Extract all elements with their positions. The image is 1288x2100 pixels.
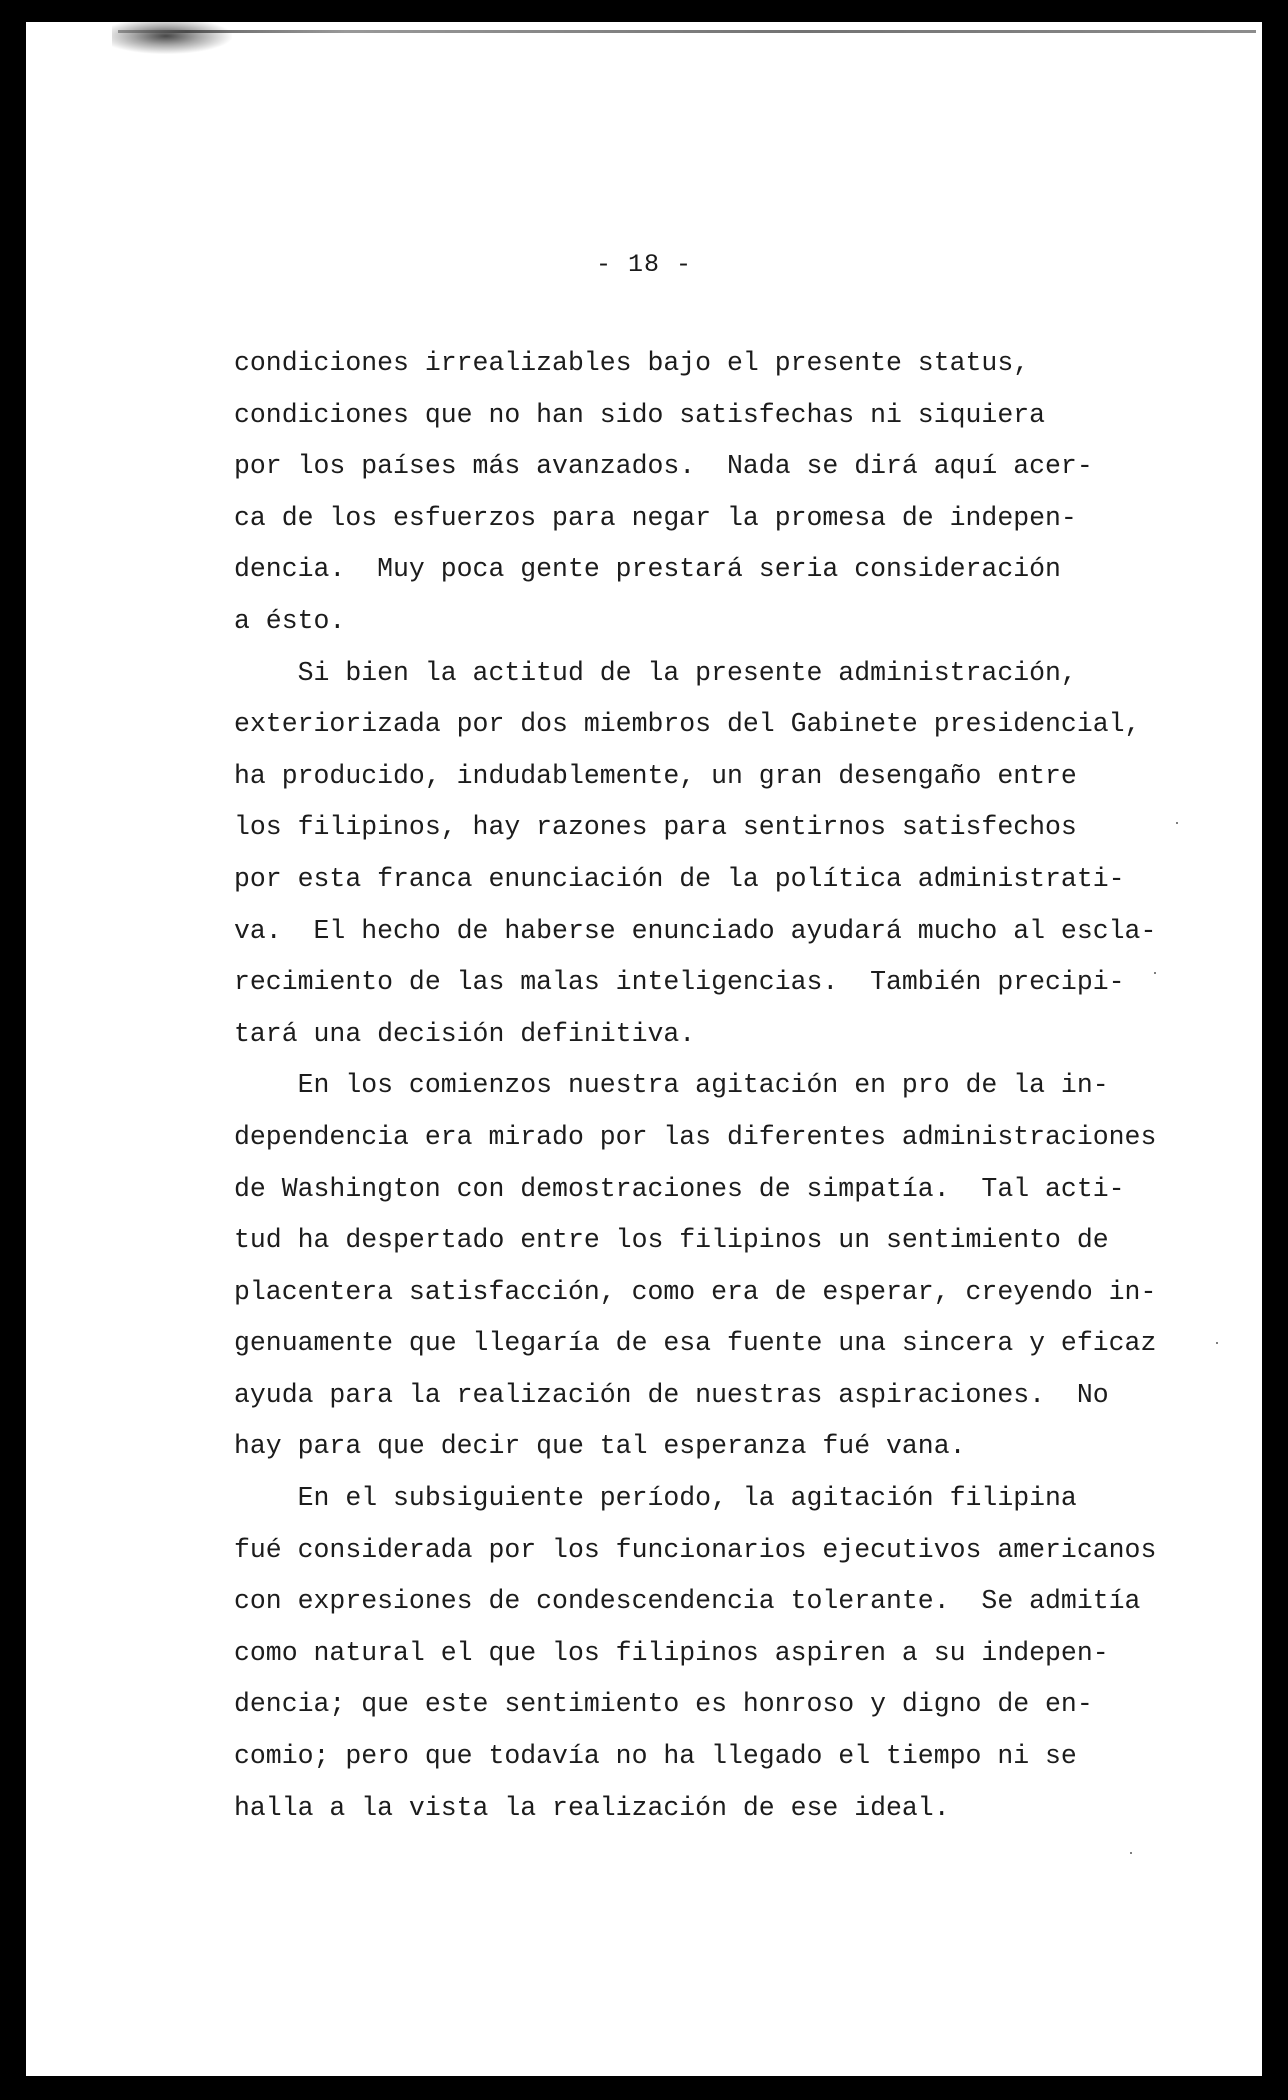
text-line: ca de los esfuerzos para negar la promesa de indepen- [234, 502, 1077, 533]
text-line: genuamente que llegaría de esa fuente una sincera y eficaz [234, 1328, 1157, 1359]
text-line: de Washington con demostraciones de simpatía. Tal acti- [234, 1173, 1125, 1204]
text-line: recimiento de las malas inteligencias. También precipi- [234, 967, 1125, 998]
paper-speck [1154, 972, 1156, 974]
text-line: dependencia era mirado por las diferentes administraciones [234, 1121, 1157, 1152]
text-line: dencia. Muy poca gente prestará seria consideración [234, 554, 1061, 585]
text-line: ayuda para la realización de nuestras aspiraciones. No [234, 1379, 1109, 1410]
text-line: tud ha despertado entre los filipinos un sentimiento de [234, 1225, 1109, 1256]
document-body [234, 338, 1194, 1834]
text-line: comio; pero que todavía no ha llegado el tiempo ni se [234, 1741, 1077, 1772]
text-line: tará una decisión definitiva. [234, 1018, 696, 1049]
paper-speck [1176, 822, 1178, 824]
paper-speck [1130, 1852, 1132, 1854]
document-page [26, 22, 1262, 2076]
text-line: fué considerada por los funcionarios ejecutivos americanos [234, 1534, 1157, 1565]
text-line: dencia; que este sentimiento es honroso y digno de en- [234, 1689, 1093, 1720]
text-line: condiciones irrealizables bajo el presente status, [234, 348, 1030, 378]
page-number: - 18 - [595, 250, 692, 279]
text-line: condiciones que no han sido satisfechas ni siquiera [234, 399, 1046, 430]
text-line: halla a la vista la realización de ese ideal. [234, 1792, 950, 1823]
text-line: ha producido, indudablemente, un gran desengaño entre [234, 760, 1077, 791]
text-line: los filipinos, hay razones para sentirnos satisfechos [234, 812, 1077, 843]
text-line: como natural el que los filipinos aspiren a su indepen- [234, 1637, 1109, 1668]
text-line: a ésto. [234, 605, 346, 636]
ink-smudge [112, 22, 232, 54]
text-line: por esta franca enunciación de la política administrati- [234, 863, 1125, 894]
text-line: hay para que decir que tal esperanza fué vana. [234, 1431, 966, 1462]
text-line: placentera satisfacción, como era de esperar, creyendo in- [234, 1276, 1157, 1307]
paragraph-start-line: Si bien la actitud de la presente administración, [234, 657, 1077, 688]
paper-speck [1216, 1342, 1218, 1344]
top-edge-rule [118, 30, 1256, 33]
paragraph-start-line: En los comienzos nuestra agitación en pro de la in- [234, 1070, 1109, 1101]
text-line: va. El hecho de haberse enunciado ayudará mucho al escla- [234, 915, 1157, 946]
text-line: con expresiones de condescendencia tolerante. Se admitía [234, 1586, 1141, 1617]
paragraph-start-line: En el subsiguiente período, la agitación filipina [234, 1483, 1077, 1514]
text-line: exteriorizada por dos miembros del Gabinete presidencial, [234, 709, 1141, 740]
text-line: por los países más avanzados. Nada se dirá aquí acer- [234, 451, 1093, 482]
